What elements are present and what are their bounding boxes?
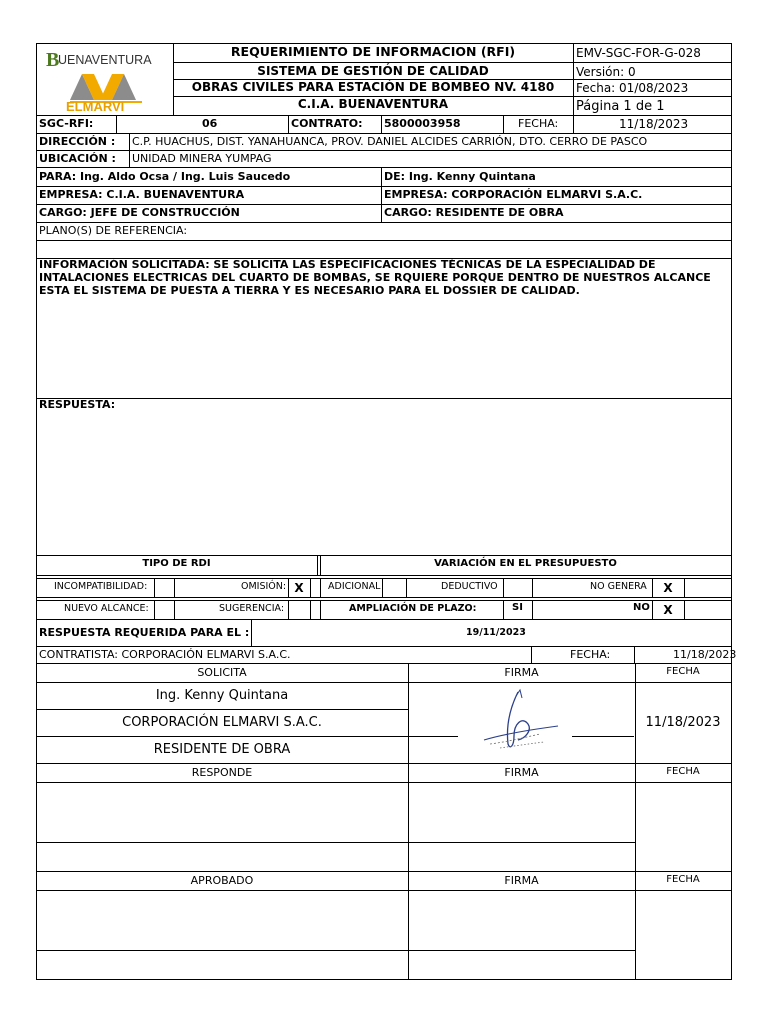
- header-logo: [38, 44, 173, 116]
- logo-elmarvi-text: ELMARVI: [66, 99, 125, 114]
- deductivo-label: DEDUCTIVO: [441, 581, 498, 592]
- aprobado-header: APROBADO: [190, 874, 254, 887]
- solicita-name: Ing. Kenny Quintana: [155, 688, 289, 703]
- date-label: FECHA:: [518, 117, 559, 130]
- date-value: 11/18/2023: [619, 117, 689, 131]
- responde-header: RESPONDE: [191, 766, 253, 779]
- tipo-rdi-label: TIPO DE RDI: [142, 558, 211, 569]
- ubicacion-value: UNIDAD MINERA YUMPAG: [132, 152, 272, 165]
- no-genera-checkbox[interactable]: X: [663, 581, 673, 595]
- planos-field: PLANO(S) DE REFERENCIA:: [39, 224, 188, 237]
- solicita-sign-date: 11/18/2023: [645, 715, 721, 730]
- empresa-para-field: EMPRESA: C.I.A. BUENAVENTURA: [39, 188, 245, 201]
- solicita-role: RESIDENTE DE OBRA: [153, 742, 291, 757]
- svg-text:UENAVENTURA: UENAVENTURA: [58, 53, 152, 67]
- contract-label: CONTRATO:: [291, 117, 363, 130]
- cargo-para-field: CARGO: JEFE DE CONSTRUCCIÓN: [39, 206, 240, 219]
- sugerencia-label: SUGERENCIA:: [219, 603, 285, 614]
- de-field: DE: Ing. Kenny Quintana: [384, 170, 536, 183]
- variacion-label: VARIACIÓN EN EL PRESUPUESTO: [434, 558, 617, 569]
- firma-header-responde: FIRMA: [504, 766, 539, 779]
- contract-value: 5800003958: [384, 117, 461, 130]
- solicita-header: SOLICITA: [197, 666, 247, 679]
- omision-label: OMISIÓN:: [241, 581, 287, 592]
- contratista-field: CONTRATISTA: CORPORACIÓN ELMARVI S.A.C.: [39, 648, 291, 661]
- header-subtitle-system: SISTEMA DE GESTIÓN DE CALIDAD: [257, 64, 489, 78]
- svg-text:B: B: [46, 49, 60, 71]
- response-label: RESPUESTA:: [39, 398, 116, 411]
- para-field: PARA: Ing. Aldo Ocsa / Ing. Luis Saucedo: [39, 170, 291, 183]
- doc-code: EMV-SGC-FOR-G-028: [576, 46, 701, 60]
- empresa-de-field: EMPRESA: CORPORACIÓN ELMARVI S.A.C.: [384, 188, 643, 201]
- no-genera-label: NO GENERA: [590, 581, 647, 592]
- contratista-fecha-label: FECHA:: [570, 648, 611, 661]
- fecha-header-solicita: FECHA: [666, 666, 700, 677]
- si-label: SI: [512, 602, 523, 613]
- doc-version: Versión: 0: [576, 65, 636, 79]
- nuevo-alcance-label: NUEVO ALCANCE:: [64, 603, 149, 614]
- sgc-rfi-value: 06: [202, 117, 218, 130]
- firma-header-solicita: FIRMA: [504, 666, 539, 679]
- solicita-company: CORPORACIÓN ELMARVI S.A.C.: [122, 715, 322, 730]
- direccion-label: DIRECCIÓN :: [39, 135, 116, 148]
- ampliacion-label: AMPLIACIÓN DE PLAZO:: [349, 603, 477, 614]
- request-text: INFORMACIÓN SOLICITADA: SE SOLICITA LAS ESPECIFICACIONES TÉCNICAS DE LA ESPECIALIDAD DE INTALACIONES ELECTRICAS DEL CUARTO DE BOMBAS, SE RQUIERE PORQUE DENTRO DE NUESTROS ALCANCE ESTA EL SISTEMA DE PUESTA A TIERRA Y ES NECESARIO PARA EL DOSSIER DE CALIDAD.: [39, 258, 711, 297]
- response-required-label: RESPUESTA REQUERIDA PARA EL :: [39, 626, 250, 639]
- ubicacion-label: UBICACIÓN :: [39, 152, 116, 165]
- response-required-date: 19/11/2023: [466, 627, 526, 638]
- contratista-fecha-value: 11/18/2023: [673, 648, 737, 661]
- signature-icon: [470, 686, 570, 758]
- firma-header-aprobado: FIRMA: [504, 874, 539, 887]
- doc-page: Página 1 de 1: [576, 99, 665, 114]
- fecha-header-responde: FECHA: [666, 766, 700, 777]
- sgc-rfi-label: SGC-RFI:: [39, 117, 94, 130]
- header-subtitle-project: OBRAS CIVILES PARA ESTACIÓN DE BOMBEO NV. 4180: [191, 80, 555, 94]
- adicional-label: ADICIONAL: [328, 581, 381, 592]
- direccion-value: C.P. HUACHUS, DIST. YANAHUANCA, PROV. DANIEL ALCIDES CARRIÓN, DTO. CERRO DE PASCO: [132, 135, 648, 148]
- header-title: REQUERIMIENTO DE INFORMACION (RFI): [230, 44, 516, 59]
- header-subtitle-company: C.I.A. BUENAVENTURA: [297, 97, 449, 111]
- cargo-de-field: CARGO: RESIDENTE DE OBRA: [384, 206, 564, 219]
- incompatibilidad-label: INCOMPATIBILIDAD:: [54, 581, 148, 592]
- no-label: NO: [633, 602, 650, 613]
- doc-date: Fecha: 01/08/2023: [576, 81, 689, 95]
- omision-checkbox[interactable]: X: [294, 581, 304, 595]
- no-checkbox[interactable]: X: [663, 603, 673, 617]
- fecha-header-aprobado: FECHA: [666, 874, 700, 885]
